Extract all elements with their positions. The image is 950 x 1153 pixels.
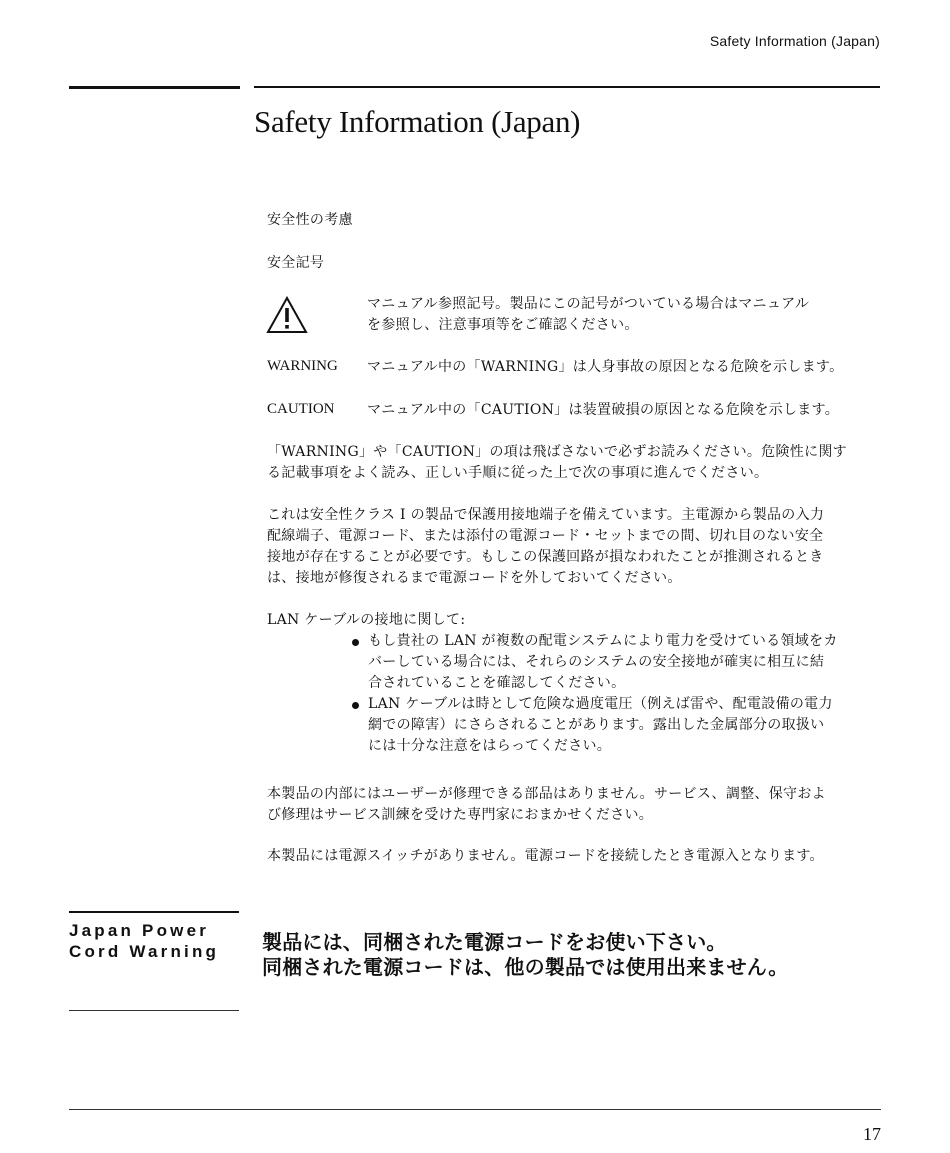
paragraph-no-power-switch: 本製品には電源スイッチがありません。電源コードを接続したとき電源入となります。	[267, 848, 824, 864]
page-title: Safety Information (Japan)	[254, 104, 581, 139]
section-rule-bottom	[69, 1010, 239, 1011]
text-line: 「WARNING」や「CAUTION」の項は飛ばさないで必ずお読みください。危険性に関す	[267, 444, 847, 460]
text-line: 製品には、同梱された電源コードをお使い下さい。	[262, 930, 727, 954]
running-header: Safety Information (Japan)	[709, 33, 880, 49]
text-line: び修理はサービス訓練を受けた専門家におまかせください。	[267, 807, 654, 823]
power-cord-warning-text	[262, 930, 788, 980]
text-line: る記載事項をよく読み、正しい手順に従った上で次の事項に進んでください。	[267, 465, 769, 481]
warning-triangle-icon	[266, 296, 308, 334]
text-line: マニュアル参照記号。製品にこの記号がついている場合はマニュアル	[367, 296, 810, 312]
bullet-icon	[352, 639, 359, 646]
paragraph-safety-class	[267, 505, 877, 589]
warning-term: WARNING	[267, 358, 338, 374]
text-line: 配線端子、電源コード、または添付の電源コード・セットまでの間、切れ目のない安全	[267, 528, 824, 544]
warning-description: マニュアル中の「WARNING」は人身事故の原因となる危険を示します。	[367, 359, 844, 375]
text-line: バーしている場合には、それらのシステムの安全接地が確実に相互に結	[368, 654, 825, 670]
text-line: 同梱された電源コードは、他の製品では使用出来ません。	[262, 955, 789, 979]
list-item	[352, 694, 872, 757]
consideration-heading: 安全性の考慮	[267, 212, 353, 228]
text-line: もし貴社の LAN が複数の配電システムにより電力を受けている領域をカ	[368, 633, 838, 649]
bullet-icon	[352, 702, 359, 709]
manual-symbol-text	[367, 294, 867, 336]
text-line: LAN ケーブルは時として危険な過度電圧（例えば雷や、配電設備の電力	[368, 696, 833, 712]
text-line: 網での障害）にさらされることがあります。露出した金属部分の取扱い	[368, 717, 825, 733]
text-line: 合されていることを確認してください。	[368, 675, 626, 691]
text-line: には十分な注意をはらってください。	[368, 738, 612, 754]
page-number: 17	[863, 1124, 881, 1144]
text-line: 接地が存在することが必要です。もしこの保護回路が損なわれたことが推測されるとき	[267, 549, 824, 565]
paragraph-read-warnings	[267, 442, 877, 484]
text-line: 本製品の内部にはユーザーが修理できる部品はありません。サービス、調整、保守およ	[267, 786, 826, 802]
lan-bullet-list	[352, 631, 872, 757]
heading-line: Japan Power	[69, 921, 210, 940]
lan-heading: LAN ケーブルの接地に関して:	[267, 612, 466, 628]
caution-term: CAUTION	[267, 401, 335, 417]
header-rule-right	[254, 86, 880, 88]
heading-line: Cord Warning	[69, 942, 220, 961]
section-rule-top	[69, 911, 239, 913]
text-line: は、接地が修復されるまで電源コードを外しておいてください。	[267, 570, 682, 586]
section-heading-power-cord	[69, 920, 219, 962]
footer-rule	[69, 1109, 881, 1110]
paragraph-no-user-parts	[267, 784, 877, 826]
header-rule-left	[69, 86, 240, 89]
caution-description: マニュアル中の「CAUTION」は装置破損の原因となる危険を示します。	[367, 402, 840, 418]
text-line: これは安全性クラス I の製品で保護用接地端子を備えています。主電源から製品の入力	[267, 507, 825, 523]
symbol-heading: 安全記号	[267, 255, 325, 271]
list-item	[352, 631, 872, 694]
text-line: を参照し、注意事項等をご確認ください。	[367, 317, 639, 333]
